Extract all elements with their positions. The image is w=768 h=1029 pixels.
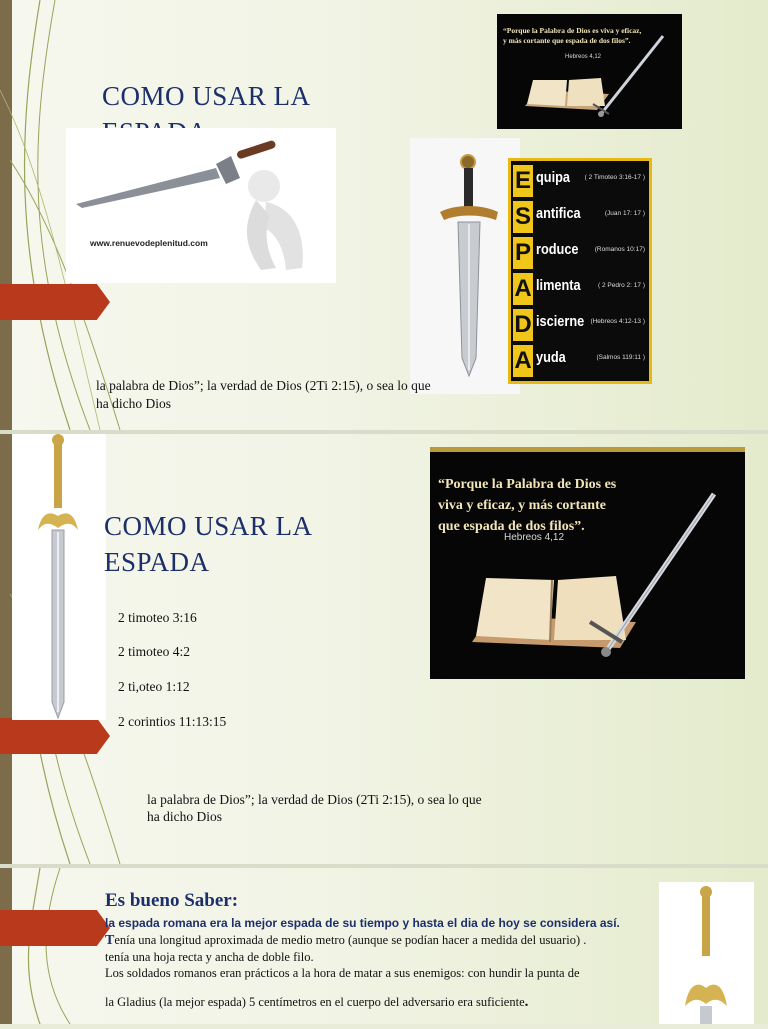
bible-sword-icon	[430, 452, 745, 679]
espada-ref: (Juan 17: 17 )	[604, 210, 645, 217]
bible-quote-image-small	[497, 14, 682, 129]
red-arrow-decoration	[0, 718, 110, 754]
bible-quote-image	[430, 447, 745, 679]
espada-word: quipa	[536, 169, 570, 186]
espada-ref: ( 2 Timoteo 3:16-17 )	[584, 174, 645, 181]
gladius-image	[659, 882, 754, 1024]
red-arrow-decoration	[0, 910, 110, 946]
espada-letter: D	[513, 309, 533, 341]
espada-ref: (Romanos 10:17)	[594, 246, 645, 253]
did-you-know-line-4	[105, 994, 528, 1011]
sword-icon	[12, 434, 106, 720]
slide-2-body-line-1: la palabra de Dios”; la verdad de Dios (2Ti 2:15), o sea lo que	[147, 792, 482, 807]
espada-word: antifica	[536, 205, 581, 222]
espada-ref: ( 2 Pedro 2: 17 )	[598, 282, 645, 289]
figure-with-sword-icon	[66, 128, 336, 283]
espada-letter: S	[513, 201, 533, 233]
slide-2-body-line-2: ha dicho Dios	[147, 809, 222, 824]
slide-2	[0, 434, 768, 864]
espada-ref: (Salmos 119:11 )	[596, 354, 645, 361]
espada-row	[511, 235, 649, 271]
espada-row	[511, 343, 649, 379]
espada-row	[511, 307, 649, 343]
red-arrow-decoration	[0, 284, 110, 320]
espada-ref: (Hebreos 4:12-13 )	[590, 318, 645, 325]
slide-1-body-line-1: la palabra de Dios”; la verdad de Dios (2Ti 2:15), o sea lo que	[96, 378, 431, 393]
slide-1	[0, 0, 768, 430]
verse-list-item: 2 timoteo 3:16	[118, 610, 197, 625]
long-sword-image	[12, 434, 106, 720]
did-you-know-line-1	[105, 933, 586, 949]
verse-list-item: 2 corintios 11:13:15	[118, 714, 227, 729]
verse-list-item: 2 ti,oteo 1:12	[118, 679, 190, 694]
verse-list-item: 2 timoteo 4:2	[118, 644, 190, 659]
sword-image	[410, 138, 520, 394]
did-you-know-line-3: Los soldados romanos eran prácticos a la hora de matar a sus enemigos: con hundir la punta de	[105, 966, 580, 980]
espada-word: iscierne	[536, 313, 585, 330]
slide-2-title-line-2: ESPADA	[104, 547, 210, 577]
did-you-know-title: Es bueno Saber:	[105, 890, 239, 911]
espada-letter: P	[513, 237, 533, 269]
sword-icon	[659, 882, 754, 1024]
espada-letter: E	[513, 165, 533, 197]
did-you-know-intro: la espada romana era la mejor espada de su tiempo y hasta el dia de hoy se considera así.	[105, 916, 620, 930]
line-1-text: enía una longitud aproximada de medio metro (aunque se podían hacer a medida del usuario) .	[114, 933, 587, 947]
espada-word: limenta	[536, 277, 581, 294]
espada-acrostic	[508, 158, 652, 384]
espada-row	[511, 199, 649, 235]
slide-1-title: COMO USAR LA	[102, 81, 310, 111]
quote-small-ref: Hebreos 4,12	[565, 54, 602, 60]
quote-small-text: “Porque la Palabra de Dios es viva y eficaz, y más cortante que espada de dos filos”.	[503, 26, 642, 45]
did-you-know-line-2: tenía una hoja recta y ancha de doble filo.	[105, 950, 314, 964]
figure-with-sword-image	[66, 128, 336, 283]
espada-row	[511, 271, 649, 307]
line-4-text: la Gladius (la mejor espada) 5 centímetros en el cuerpo del adversario era suficiente	[105, 995, 525, 1009]
espada-word: roduce	[536, 241, 579, 258]
quote-line-1: “Porque la Palabra de Dios es	[438, 477, 617, 492]
sword-icon	[410, 138, 520, 394]
drop-letter: T	[105, 933, 115, 948]
slide-2-title-line-1: COMO USAR LA	[104, 511, 313, 541]
espada-letter: A	[513, 345, 533, 377]
espada-word: yuda	[536, 349, 566, 366]
line-4-end: .	[524, 994, 529, 1010]
quote-ref: Hebreos 4,12	[504, 532, 565, 543]
bible-sword-icon	[497, 14, 682, 129]
slide-1-body-line-2: ha dicho Dios	[96, 396, 171, 411]
espada-row	[511, 163, 649, 199]
espada-letter: A	[513, 273, 533, 305]
quote-line-2: viva y eficaz, y más cortante	[438, 498, 606, 513]
watermark-url: www.renuevodeplenitud.com	[90, 238, 208, 248]
quote-line-3: que espada de dos filos”.	[438, 519, 585, 534]
